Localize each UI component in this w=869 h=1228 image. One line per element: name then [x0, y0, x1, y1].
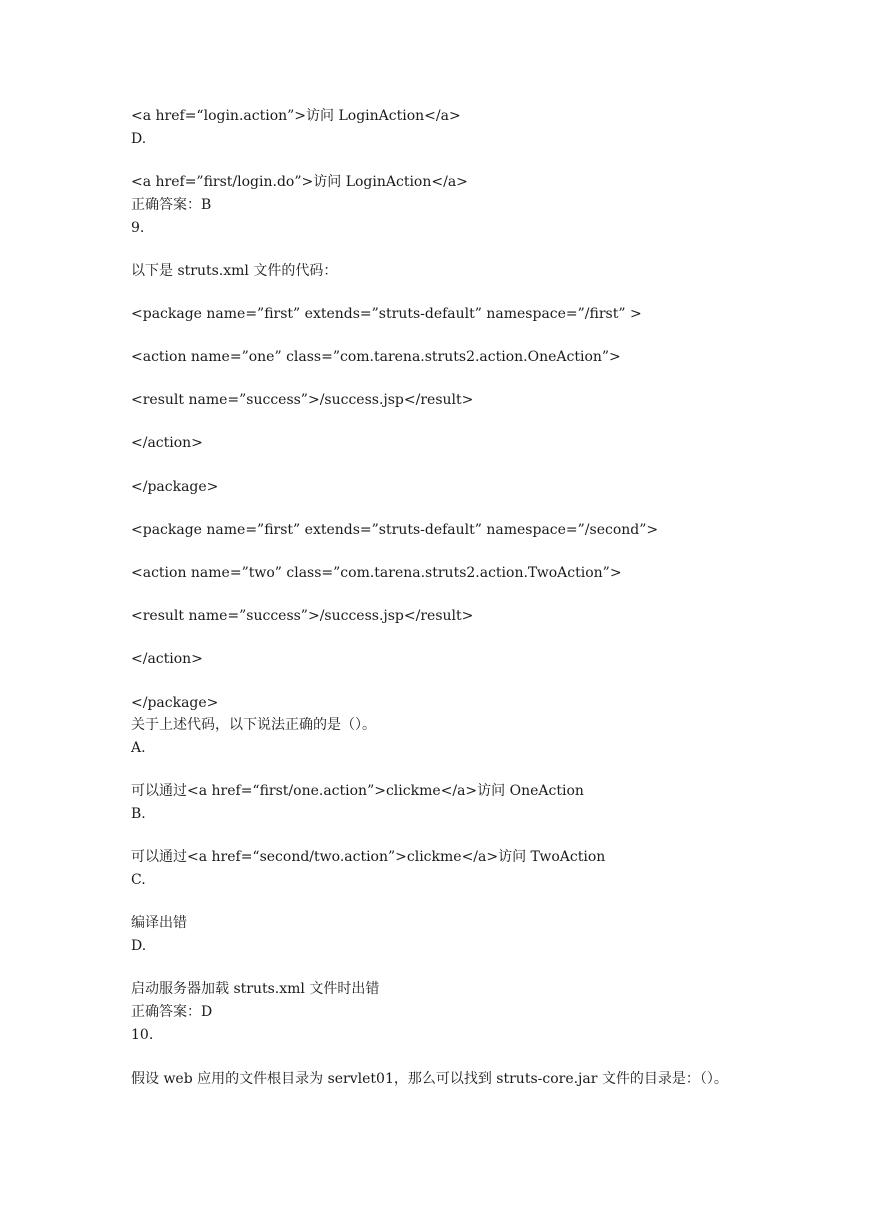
option-c-text: <a href=“login.action”>访问 LoginAction</a>: [131, 108, 461, 124]
question-stem: 以下是 struts.xml 文件的代码：: [131, 263, 338, 279]
code-line: <package name=”first” extends=”struts-default” namespace=”/second”>: [131, 522, 659, 538]
code-line: <package name=”first” extends=”struts-default” namespace=”/first” >: [131, 306, 642, 322]
question-prompt: 关于上述代码，以下说法正确的是（）。: [131, 717, 376, 733]
code-line: </package>: [131, 695, 219, 711]
answer-line: 正确答案：B: [131, 197, 212, 213]
option-d-label: D.: [131, 938, 147, 954]
code-line: </package>: [131, 479, 219, 495]
code-line: <result name=”success”>/success.jsp</result>: [131, 608, 474, 624]
answer-line: 正确答案：D: [131, 1004, 213, 1020]
option-c-label: C.: [131, 872, 146, 888]
option-d-text: <a href=”first/login.do”>访问 LoginAction</a>: [131, 174, 468, 190]
question-number: 9.: [131, 220, 145, 236]
code-line: <action name=”two” class=”com.tarena.struts2.action.TwoAction”>: [131, 565, 622, 581]
question-stem: 假设 web 应用的文件根目录为 servlet01，那么可以找到 struts-core.jar 文件的目录是：（）。: [131, 1071, 728, 1087]
code-line: <result name=”success”>/success.jsp</result>: [131, 392, 474, 408]
code-line: </action>: [131, 651, 203, 667]
code-line: </action>: [131, 435, 203, 451]
option-d-label: D.: [131, 131, 147, 147]
option-a-text: 可以通过<a href=“first/one.action”>clickme</a>访问 OneAction: [131, 783, 584, 799]
question-number: 10.: [131, 1027, 154, 1043]
option-b-label: B.: [131, 806, 146, 822]
option-a-label: A.: [131, 740, 146, 756]
option-b-text: 可以通过<a href=“second/two.action”>clickme</a>访问 TwoAction: [131, 849, 606, 865]
code-line: <action name=”one” class=”com.tarena.struts2.action.OneAction”>: [131, 349, 621, 365]
option-c-text: 编译出错: [131, 915, 187, 931]
option-d-text: 启动服务器加载 struts.xml 文件时出错: [131, 981, 380, 997]
